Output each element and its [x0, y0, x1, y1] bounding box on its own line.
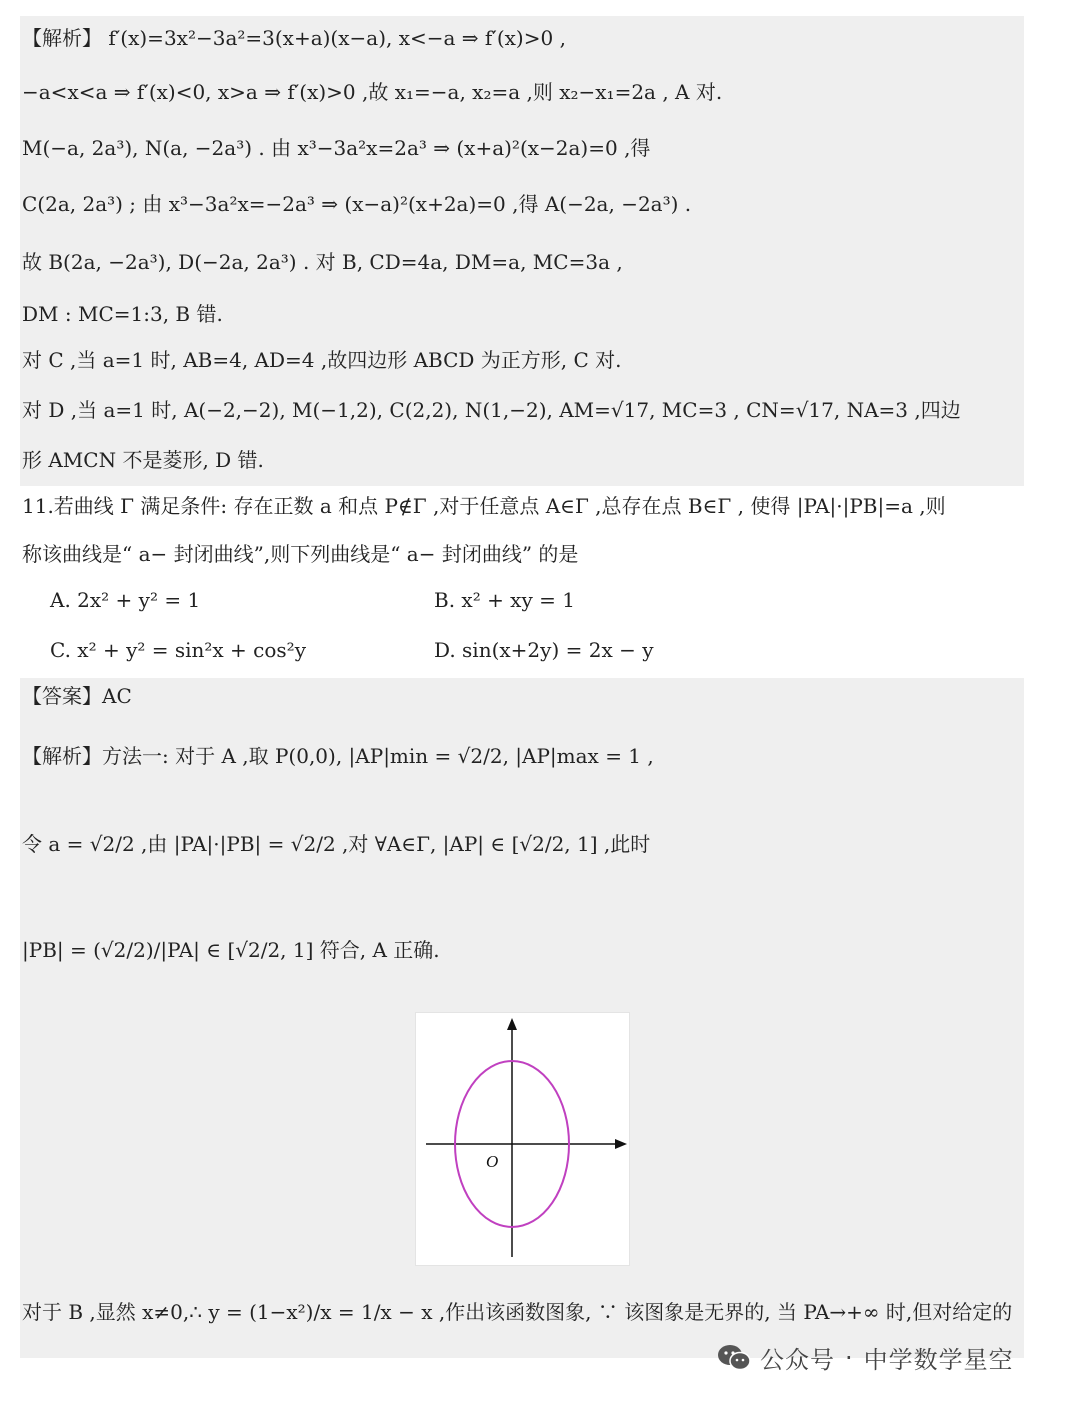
- analysis-line-4: C(2a, 2a³) ; 由 x³−3a²x=−2a³ ⇒ (x−a)²(x+2a)=0 ,得 A(−2a, −2a³) .: [22, 192, 692, 216]
- analysis-line-9: 形 AMCN 不是菱形, D 错.: [22, 448, 264, 472]
- analysis-line-3: M(−a, 2a³), N(a, −2a³) . 由 x³−3a²x=2a³ ⇒ (x+a)²(x−2a)=0 ,得: [22, 136, 651, 160]
- analysis-line-1: 【解析】 f′(x)=3x²−3a²=3(x+a)(x−a), x<−a ⇒ f′(x)>0 ,: [22, 26, 566, 50]
- ellipse-figure: [415, 1012, 630, 1266]
- analysis-method-1-line-2: 令 a = √2/2 ,由 |PA|·|PB| = √2/2 ,对 ∀A∈Γ, |AP| ∈ [√2/2, 1] ,此时: [22, 832, 651, 856]
- watermark-right: 中学数学星空: [863, 1346, 1014, 1374]
- option-d: D. sin(x+2y) = 2x − y: [434, 638, 654, 662]
- watermark-left: 公众号: [760, 1346, 835, 1374]
- option-b: B. x² + xy = 1: [434, 588, 575, 612]
- ellipse-graph: [416, 1013, 629, 1265]
- answer-line: 【答案】AC: [22, 684, 132, 708]
- question-11-line-1: 11.若曲线 Γ 满足条件: 存在正数 a 和点 P∉Γ ,对于任意点 A∈Γ ,总存在点 B∈Γ , 使得 |PA|·|PB|=a ,则: [22, 494, 946, 518]
- analysis-line-7: 对 C ,当 a=1 时, AB=4, AD=4 ,故四边形 ABCD 为正方形, C 对.: [22, 348, 622, 372]
- watermark: [716, 1340, 1014, 1375]
- analysis-b-line: 对于 B ,显然 x≠0,∴ y = (1−x²)/x = 1/x − x ,作出该函数图象, ∵ 该图象是无界的, 当 PA→+∞ 时,但对给定的: [22, 1300, 1013, 1324]
- origin-label: O: [486, 1152, 499, 1171]
- analysis-method-1-line-3: |PB| = (√2/2)/|PA| ∈ [√2/2, 1] 符合, A 正确.: [22, 938, 440, 962]
- analysis-line-5: 故 B(2a, −2a³), D(−2a, 2a³) . 对 B, CD=4a, DM=a, MC=3a ,: [22, 250, 623, 274]
- option-a: A. 2x² + y² = 1: [50, 588, 201, 612]
- y-axis-arrow: [507, 1018, 517, 1030]
- analysis-method-1-line-1: 【解析】方法一: 对于 A ,取 P(0,0), |AP|min = √2/2, |AP|max = 1 ,: [22, 744, 654, 768]
- x-axis-arrow: [615, 1139, 627, 1149]
- analysis-line-2: −a<x<a ⇒ f′(x)<0, x>a ⇒ f′(x)>0 ,故 x₁=−a, x₂=a ,则 x₂−x₁=2a , A 对.: [22, 80, 723, 104]
- watermark-dot: ·: [845, 1343, 854, 1372]
- analysis-line-6: DM : MC=1:3, B 错.: [22, 302, 223, 326]
- question-11-line-2: 称该曲线是“ a− 封闭曲线”,则下列曲线是“ a− 封闭曲线” 的是: [22, 542, 579, 566]
- wechat-icon: [716, 1343, 752, 1373]
- option-c: C. x² + y² = sin²x + cos²y: [50, 638, 306, 662]
- analysis-line-8: 对 D ,当 a=1 时, A(−2,−2), M(−1,2), C(2,2), N(1,−2), AM=√17, MC=3 , CN=√17, NA=3 ,四边: [22, 398, 961, 422]
